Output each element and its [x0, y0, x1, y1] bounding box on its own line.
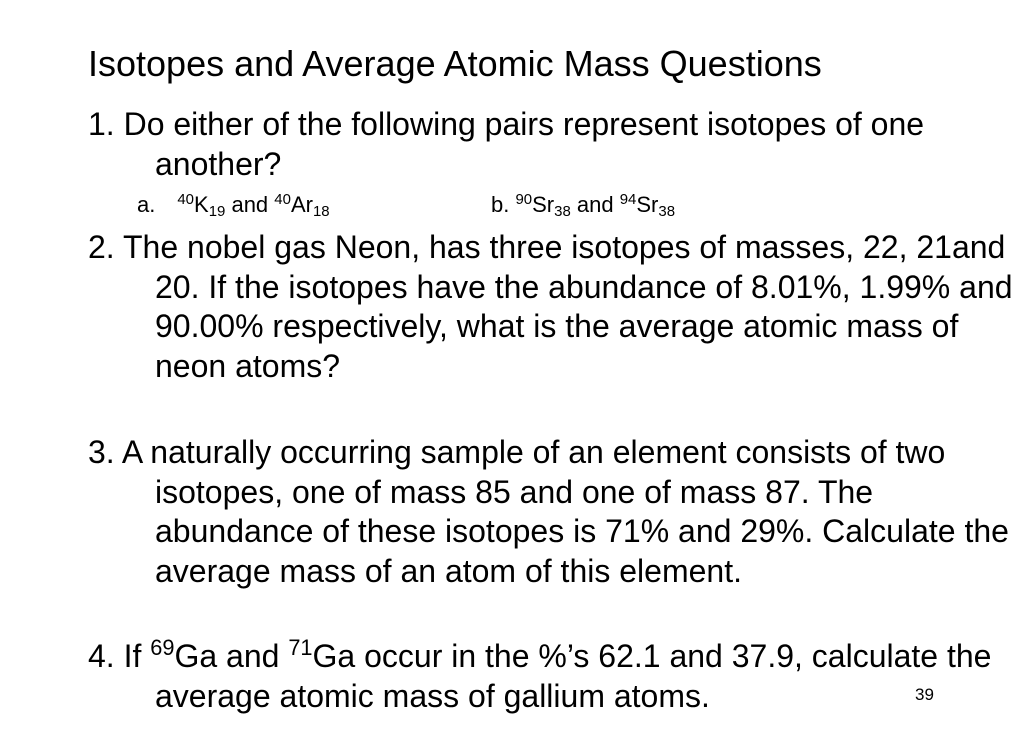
gallium-71-symbol: Ga: [312, 638, 356, 674]
potassium-atomic-number: 19: [208, 203, 226, 221]
argon-symbol: Ar: [290, 192, 313, 217]
part-a-joiner: and: [231, 192, 269, 217]
potassium-symbol: K: [194, 192, 209, 217]
strontium-94-symbol: Sr: [636, 192, 659, 217]
question-2: 2. The nobel gas Neon, has three isotopes of masses, 22, 21and 20. If the isotopes have the abundance of 8.01%, 1.99% and 90.00% respectively, what is the average atomic mass of neon atoms?: [88, 229, 1013, 384]
gallium-69-mass-number: 69: [150, 635, 175, 661]
question-3: 3. A naturally occurring sample of an element consists of two isotopes, one of mass 85 and one of mass 87. The abundance of these isotopes is 71% and 29%. Calculate the average mass of an atom of this element.: [88, 434, 1009, 589]
question-4-middle: and: [217, 638, 289, 674]
argon-mass-number: 40: [274, 190, 291, 208]
potassium-mass-number: 40: [177, 190, 194, 208]
gallium-69-symbol: Ga: [174, 638, 218, 674]
strontium-90-mass-number: 90: [515, 190, 533, 208]
question-4-prefix: 4. If: [88, 638, 151, 674]
part-b-label: b.: [491, 192, 510, 217]
part-a-label: a.: [137, 192, 156, 217]
question-1-part-b: [491, 190, 675, 220]
question-1-part-a: [137, 190, 330, 220]
part-b-joiner: and: [576, 192, 614, 217]
question-4-suffix: occur in the %’s 62.1 and 37.9, calculate the average atomic mass of gallium atoms.: [155, 638, 992, 714]
argon-atomic-number: 18: [312, 203, 330, 221]
strontium-94-mass-number: 94: [619, 190, 637, 208]
question-1: 1. Do either of the following pairs represent isotopes of one another?: [88, 106, 925, 182]
strontium-90-atomic-number: 38: [554, 203, 571, 221]
gallium-71-mass-number: 71: [288, 635, 313, 661]
page-number: 39: [915, 685, 934, 704]
strontium-90-symbol: Sr: [532, 192, 555, 217]
slide-title: Isotopes and Average Atomic Mass Questions: [88, 43, 822, 84]
question-4: [88, 637, 1015, 716]
strontium-94-atomic-number: 38: [658, 203, 676, 221]
